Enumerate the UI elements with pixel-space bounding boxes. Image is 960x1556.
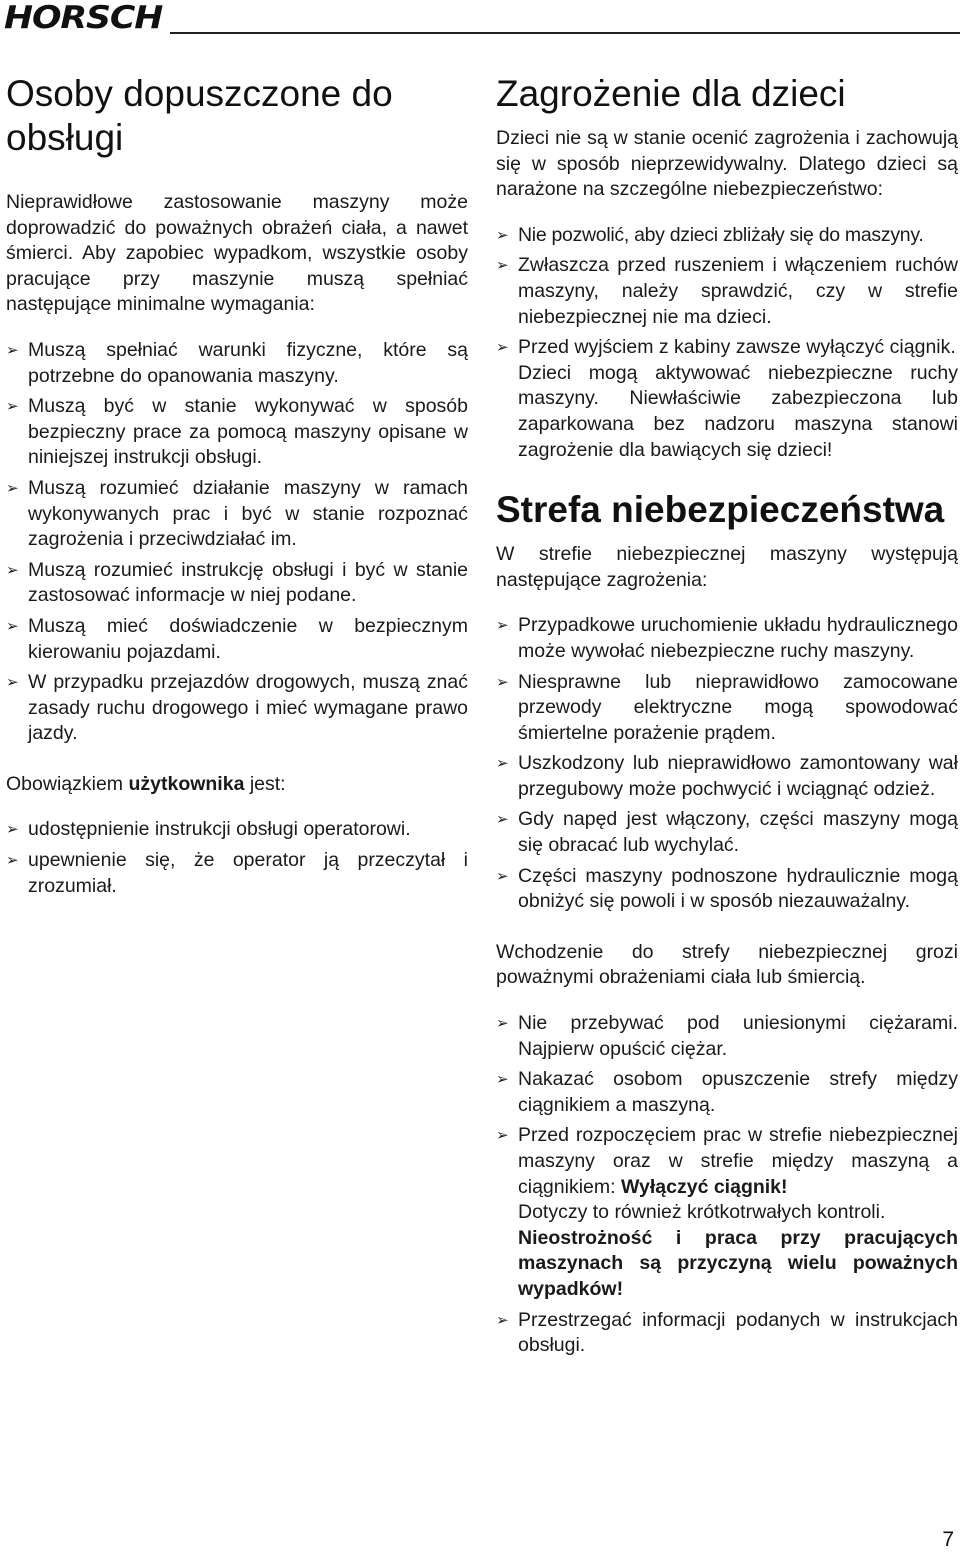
list-item: ➢ Nakazać osobom opuszczenie strefy między ciągnikiem a maszyną. [496,1068,958,1116]
arrow-bullet-icon: ➢ [6,561,19,579]
right-column [496,72,958,1364]
arrow-bullet-icon: ➢ [496,1311,509,1329]
arrow-bullet-icon: ➢ [496,257,509,275]
list-item: ➢ W przypadku przejazdów drogowych, muszą znać zasady ruchu drogowego i mieć wymagane prawo jazdy. [6,671,468,745]
children-note: Dzieci mogą aktywować niebezpieczne ruchy maszyny. Niewłaściwie zabezpieczona lub zaparkowana bez nadzoru maszyna stanowi zagrożenie dla bawiących się dzieci! [518,361,958,461]
list-item: ➢ Części maszyny podnoszone hydraulicznie mogą obniżyć się powoli i w sposób niezauważalny. [496,864,958,913]
duties-list [6,817,468,899]
arrow-bullet-icon: ➢ [6,674,19,692]
list-item: ➢ Przestrzegać informacji podanych w instrukcjach obsługi. [496,1308,958,1357]
arrow-bullet-icon: ➢ [6,617,19,635]
list-item: ➢ Gdy napęd jest włączony, części maszyny mogą się obracać lub wychylać. [496,808,958,857]
children-intro: Dzieci nie są w stanie ocenić zagrożenia i zachowują się w sposób nieprzewidywalny. Dlatego dzieci są narażone na szczególne niebezpieczeństwo: [496,127,958,201]
section-title-danger-zone: Strefa niebezpieczeństwa [496,489,945,531]
arrow-bullet-icon: ➢ [496,1015,509,1033]
list-item: ➢ Niesprawne lub nieprawidłowo zamocowane przewody elektryczne mogą spowodować śmiertelne porażenie prądem. [496,670,958,744]
zone-warning: Wchodzenie do strefy niebezpiecznej grozi poważnymi obrażeniami ciała lub śmiercią. [496,940,958,989]
section-title-children: Zagrożenie dla dzieci [496,73,846,114]
arrow-bullet-icon: ➢ [496,226,509,244]
arrow-bullet-icon: ➢ [496,755,509,773]
list-item: ➢ Nie przebywać pod uniesionymi ciężarami. Najpierw opuścić ciężar. [496,1012,958,1060]
arrow-bullet-icon: ➢ [496,811,509,829]
list-item: ➢ Muszą rozumieć działanie maszyny w ramach wykonywanych prac i być w stanie rozpoznać zagrożenia i przeciwdziałać im. [6,476,468,551]
list-item: ➢ Muszą mieć doświadczenie w bezpiecznym kierowaniu pojazdami. [6,614,468,663]
list-item: ➢ Muszą spełniać warunki fizyczne, które są potrzebne do opanowania maszyny. [6,338,468,387]
requirements-list [6,338,468,747]
list-item: ➢ Nie pozwolić, aby dzieci zbliżały się do maszyny. [496,223,958,249]
list-item: ➢ Przypadkowe uruchomienie układu hydraulicznego może wywołać niebezpieczne ruchy maszyny. [496,614,958,662]
arrow-bullet-icon: ➢ [496,1071,509,1089]
list-item: ➢ Muszą rozumieć instrukcję obsługi i być w stanie zastosować informacje w niej podane. [6,558,468,607]
rule-warning: Nieostrożność i praca przy pracujących maszynach są przyczyną wielu poważnych wypadków! [518,1226,958,1300]
arrow-bullet-icon: ➢ [496,339,509,357]
page-number: 7 [942,1528,954,1551]
duty-paragraph: Obowiązkiem użytkownika jest: [6,772,286,795]
zone-hazards-list [496,613,958,915]
intro-paragraph: Nieprawidłowe zastosowanie maszyny może doprowadzić do poważnych obrażeń ciała, a nawet śmierci. Aby zapobiec wypadkom, wszystkie osoby pracujące przy maszynie muszą spełniać następujące minimalne wymagania: [6,191,468,316]
list-item: ➢ Muszą być w stanie wykonywać w sposób bezpieczny prace za pomocą maszyny opisane w niniejszej instrukcji obsługi. [6,395,468,469]
left-column [6,72,468,904]
list-item: ➢ Zwłaszcza przed ruszeniem i włączeniem ruchów maszyny, należy sprawdzić, czy w strefie niebezpiecznej nie ma dzieci. [496,254,958,328]
list-item: ➢ Przed rozpoczęciem prac w strefie niebezpiecznej maszyny oraz w strefie między maszyną a ciągnikiem: Wyłączyć ciągnik! Dotyczy to również krótkotrwałych kontroli. Nieostrożność i praca przy pracujących maszynach są przyczyną wielu poważnych wypadków! [496,1123,958,1302]
list-item: ➢ upewnienie się, że operator ją przeczytał i zrozumiał. [6,849,468,897]
list-item: ➢ Uszkodzony lub nieprawidłowo zamontowany wał przegubowy może pochwycić i wciągnąć odzież. [496,752,958,800]
list-item: ➢ Przed wyjściem z kabiny zawsze wyłączyć ciągnik. Dzieci mogą aktywować niebezpieczne ruchy maszyny. Niewłaściwie zabezpieczona lub zaparkowana bez nadzoru maszyna stanowi zagrożenie dla bawiących się dzieci! [496,335,958,463]
section-title-authorized-persons: Osoby dopuszczone do obsługi [6,73,393,158]
rule-note: Dotyczy to również krótkotrwałych kontroli. [518,1201,886,1224]
arrow-bullet-icon: ➢ [6,852,19,870]
arrow-bullet-icon: ➢ [6,821,19,839]
arrow-bullet-icon: ➢ [6,479,19,497]
zone-rules-list [496,1011,958,1359]
list-item: ➢ udostępnienie instrukcji obsługi operatorowi. [6,817,468,843]
header-rule [170,32,960,34]
arrow-bullet-icon: ➢ [6,341,19,359]
arrow-bullet-icon: ➢ [6,398,19,416]
horsch-logo: HORSCH [4,0,163,36]
arrow-bullet-icon: ➢ [496,617,509,635]
page-header [0,0,960,40]
arrow-bullet-icon: ➢ [496,673,509,691]
zone-intro: W strefie niebezpiecznej maszyny występują następujące zagrożenia: [496,543,958,591]
arrow-bullet-icon: ➢ [496,1127,509,1145]
children-list [496,223,958,463]
arrow-bullet-icon: ➢ [496,867,509,885]
